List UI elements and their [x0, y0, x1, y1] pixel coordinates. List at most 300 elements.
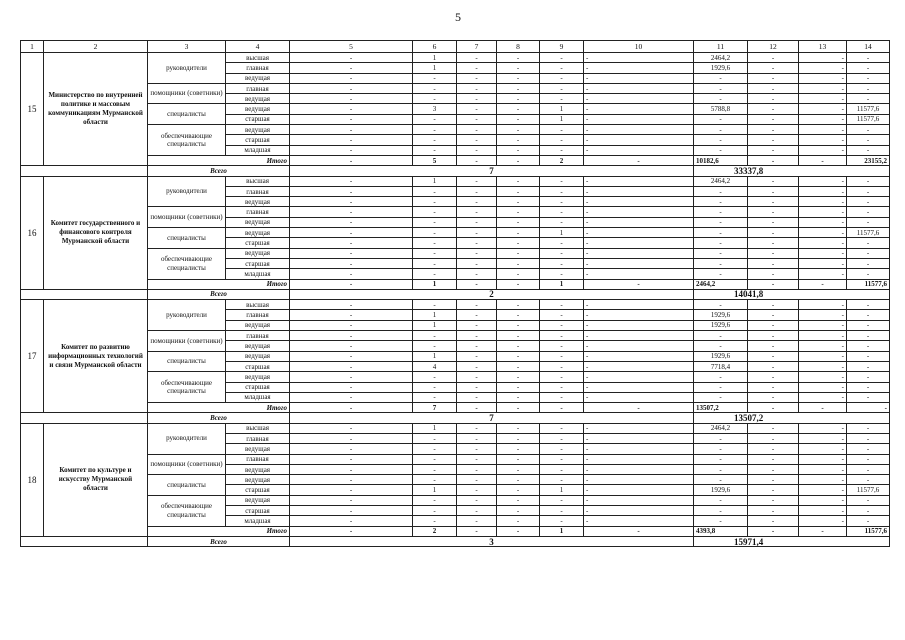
- value-cell: -: [540, 269, 584, 279]
- value-cell: -: [457, 433, 497, 443]
- itogo-value: 7: [413, 403, 457, 413]
- value-cell: -: [847, 392, 890, 402]
- value-cell: 11577,6: [847, 228, 890, 238]
- value-cell: -: [290, 320, 413, 330]
- value-cell: -: [540, 238, 584, 248]
- table-row: [21, 331, 890, 341]
- org-number: 16: [21, 176, 44, 289]
- value-cell: -: [799, 125, 847, 135]
- header-cell: 11: [694, 41, 748, 53]
- value-cell: -: [497, 464, 540, 474]
- value-cell: -: [584, 495, 694, 505]
- value-cell: -: [847, 63, 890, 73]
- value-cell: -: [413, 197, 457, 207]
- header-cell: 3: [148, 41, 226, 53]
- vsego-spacer: [21, 413, 148, 423]
- value-cell: -: [799, 83, 847, 93]
- value-cell: 1: [413, 310, 457, 320]
- value-cell: 1929,6: [694, 310, 748, 320]
- value-cell: -: [457, 444, 497, 454]
- value-cell: -: [748, 135, 799, 145]
- value-cell: -: [748, 423, 799, 433]
- value-cell: -: [290, 238, 413, 248]
- value-cell: -: [694, 331, 748, 341]
- itogo-value: -: [540, 403, 584, 413]
- grade-cell: высшая: [226, 423, 290, 433]
- value-cell: -: [290, 464, 413, 474]
- grade-cell: ведущая: [226, 464, 290, 474]
- category-cell: специалисты: [148, 228, 226, 249]
- value-cell: -: [748, 464, 799, 474]
- value-cell: -: [584, 516, 694, 526]
- value-cell: -: [799, 217, 847, 227]
- value-cell: -: [497, 176, 540, 186]
- itogo-value: -: [497, 155, 540, 165]
- value-cell: -: [540, 248, 584, 258]
- value-cell: -: [847, 454, 890, 464]
- value-cell: -: [584, 207, 694, 217]
- value-cell: -: [847, 125, 890, 135]
- value-cell: -: [290, 176, 413, 186]
- value-cell: -: [847, 238, 890, 248]
- value-cell: -: [799, 176, 847, 186]
- value-cell: -: [497, 104, 540, 114]
- value-cell: -: [290, 228, 413, 238]
- header-cell: 9: [540, 41, 584, 53]
- value-cell: -: [290, 186, 413, 196]
- value-cell: -: [748, 228, 799, 238]
- itogo-label: Итого: [148, 403, 290, 413]
- value-cell: -: [540, 372, 584, 382]
- category-cell: руководители: [148, 176, 226, 207]
- value-cell: -: [584, 320, 694, 330]
- itogo-value: 11577,6: [847, 526, 890, 536]
- value-cell: -: [748, 361, 799, 371]
- value-cell: 1: [413, 351, 457, 361]
- value-cell: -: [694, 186, 748, 196]
- grade-cell: ведущая: [226, 341, 290, 351]
- value-cell: 4: [413, 361, 457, 371]
- value-cell: -: [694, 217, 748, 227]
- grade-cell: ведущая: [226, 495, 290, 505]
- vsego-row: [21, 413, 890, 423]
- value-cell: -: [413, 207, 457, 217]
- value-cell: -: [799, 341, 847, 351]
- value-cell: -: [694, 475, 748, 485]
- value-cell: -: [540, 341, 584, 351]
- value-cell: -: [584, 361, 694, 371]
- value-cell: -: [694, 454, 748, 464]
- value-cell: -: [290, 269, 413, 279]
- value-cell: -: [748, 94, 799, 104]
- value-cell: 2464,2: [694, 423, 748, 433]
- value-cell: -: [413, 516, 457, 526]
- itogo-value: 13507,2: [694, 403, 748, 413]
- value-cell: -: [457, 361, 497, 371]
- vsego-sum: 13507,2: [694, 413, 890, 423]
- value-cell: -: [413, 73, 457, 83]
- value-cell: -: [748, 351, 799, 361]
- value-cell: -: [584, 433, 694, 443]
- value-cell: -: [799, 506, 847, 516]
- value-cell: -: [457, 207, 497, 217]
- value-cell: -: [457, 83, 497, 93]
- value-cell: -: [497, 53, 540, 63]
- value-cell: -: [457, 104, 497, 114]
- value-cell: -: [497, 217, 540, 227]
- value-cell: 1: [540, 114, 584, 124]
- value-cell: -: [290, 258, 413, 268]
- value-cell: -: [497, 114, 540, 124]
- itogo-value: -: [584, 279, 694, 289]
- value-cell: -: [290, 444, 413, 454]
- value-cell: 3: [413, 104, 457, 114]
- value-cell: -: [290, 53, 413, 63]
- value-cell: -: [540, 258, 584, 268]
- vsego-label: Всего: [148, 289, 290, 299]
- vsego-sum: 33337,8: [694, 166, 890, 176]
- grade-cell: младшая: [226, 269, 290, 279]
- value-cell: -: [694, 506, 748, 516]
- grade-cell: старшая: [226, 238, 290, 248]
- itogo-value: 1: [413, 279, 457, 289]
- value-cell: 1929,6: [694, 63, 748, 73]
- value-cell: -: [290, 454, 413, 464]
- value-cell: -: [413, 444, 457, 454]
- grade-cell: младшая: [226, 516, 290, 526]
- header-cell: 4: [226, 41, 290, 53]
- itogo-value: 1: [540, 279, 584, 289]
- value-cell: -: [497, 361, 540, 371]
- grade-cell: старшая: [226, 485, 290, 495]
- value-cell: -: [694, 94, 748, 104]
- value-cell: -: [748, 53, 799, 63]
- value-cell: -: [290, 197, 413, 207]
- value-cell: -: [799, 361, 847, 371]
- value-cell: -: [748, 372, 799, 382]
- page-number: 5: [455, 10, 461, 24]
- value-cell: -: [413, 269, 457, 279]
- value-cell: -: [748, 258, 799, 268]
- value-cell: -: [584, 475, 694, 485]
- value-cell: -: [540, 331, 584, 341]
- vsego-sum: 14041,8: [694, 289, 890, 299]
- value-cell: -: [799, 94, 847, 104]
- value-cell: -: [694, 258, 748, 268]
- value-cell: -: [847, 433, 890, 443]
- value-cell: -: [748, 300, 799, 310]
- value-cell: -: [540, 197, 584, 207]
- value-cell: -: [540, 73, 584, 83]
- itogo-value: -: [799, 526, 847, 536]
- value-cell: -: [290, 125, 413, 135]
- category-cell: специалисты: [148, 475, 226, 496]
- value-cell: -: [290, 135, 413, 145]
- itogo-value: -: [457, 155, 497, 165]
- itogo-value: -: [457, 403, 497, 413]
- value-cell: -: [457, 300, 497, 310]
- value-cell: -: [457, 506, 497, 516]
- value-cell: -: [584, 217, 694, 227]
- value-cell: -: [847, 495, 890, 505]
- itogo-value: 23155,2: [847, 155, 890, 165]
- grade-cell: главная: [226, 83, 290, 93]
- value-cell: -: [694, 83, 748, 93]
- value-cell: -: [694, 114, 748, 124]
- value-cell: -: [748, 392, 799, 402]
- value-cell: -: [584, 73, 694, 83]
- value-cell: 1: [413, 423, 457, 433]
- value-cell: 2464,2: [694, 53, 748, 63]
- value-cell: -: [847, 248, 890, 258]
- value-cell: -: [540, 506, 584, 516]
- itogo-value: -: [584, 526, 694, 536]
- value-cell: -: [497, 475, 540, 485]
- value-cell: -: [694, 341, 748, 351]
- header-cell: 2: [44, 41, 148, 53]
- table-row: [21, 351, 890, 361]
- value-cell: -: [457, 238, 497, 248]
- value-cell: -: [847, 444, 890, 454]
- value-cell: -: [413, 135, 457, 145]
- value-cell: -: [290, 485, 413, 495]
- value-cell: -: [497, 372, 540, 382]
- value-cell: -: [457, 73, 497, 83]
- vsego-row: [21, 289, 890, 299]
- value-cell: -: [748, 114, 799, 124]
- value-cell: -: [457, 53, 497, 63]
- value-cell: 2464,2: [694, 176, 748, 186]
- table-row: [21, 207, 890, 217]
- value-cell: -: [290, 475, 413, 485]
- value-cell: 1: [413, 176, 457, 186]
- value-cell: -: [540, 392, 584, 402]
- value-cell: -: [290, 331, 413, 341]
- value-cell: -: [497, 506, 540, 516]
- category-cell: руководители: [148, 423, 226, 454]
- header-cell: 7: [457, 41, 497, 53]
- value-cell: -: [497, 433, 540, 443]
- value-cell: -: [497, 125, 540, 135]
- value-cell: -: [540, 464, 584, 474]
- org-name: Комитет государственного и финансового контроля Мурманской области: [44, 176, 148, 289]
- itogo-value: -: [799, 155, 847, 165]
- value-cell: -: [457, 351, 497, 361]
- value-cell: -: [457, 248, 497, 258]
- value-cell: -: [497, 73, 540, 83]
- value-cell: -: [290, 341, 413, 351]
- itogo-value: 2: [540, 155, 584, 165]
- value-cell: -: [540, 186, 584, 196]
- table-row: [21, 248, 890, 258]
- table-row: [21, 125, 890, 135]
- table-row: [21, 104, 890, 114]
- value-cell: -: [497, 382, 540, 392]
- value-cell: -: [584, 372, 694, 382]
- value-cell: -: [290, 351, 413, 361]
- value-cell: -: [413, 392, 457, 402]
- value-cell: -: [540, 145, 584, 155]
- itogo-row: [21, 526, 890, 536]
- table-row: [21, 176, 890, 186]
- value-cell: -: [799, 63, 847, 73]
- value-cell: -: [799, 392, 847, 402]
- value-cell: -: [847, 217, 890, 227]
- value-cell: -: [694, 516, 748, 526]
- value-cell: -: [540, 475, 584, 485]
- table-row: [21, 454, 890, 464]
- value-cell: -: [799, 433, 847, 443]
- grade-cell: ведущая: [226, 125, 290, 135]
- table-row: [21, 475, 890, 485]
- value-cell: -: [584, 125, 694, 135]
- grade-cell: ведущая: [226, 475, 290, 485]
- value-cell: -: [799, 53, 847, 63]
- value-cell: -: [847, 94, 890, 104]
- value-cell: -: [413, 300, 457, 310]
- value-cell: -: [413, 258, 457, 268]
- itogo-value: -: [799, 279, 847, 289]
- value-cell: -: [799, 135, 847, 145]
- value-cell: -: [497, 269, 540, 279]
- grade-cell: высшая: [226, 300, 290, 310]
- value-cell: -: [694, 392, 748, 402]
- staffing-table: [20, 40, 890, 547]
- vsego-row: [21, 166, 890, 176]
- itogo-value: -: [290, 403, 413, 413]
- value-cell: -: [694, 269, 748, 279]
- value-cell: -: [847, 300, 890, 310]
- grade-cell: главная: [226, 186, 290, 196]
- value-cell: -: [497, 495, 540, 505]
- category-cell: обеспечивающие специалисты: [148, 495, 226, 526]
- value-cell: -: [748, 197, 799, 207]
- value-cell: -: [694, 372, 748, 382]
- value-cell: -: [799, 269, 847, 279]
- value-cell: -: [497, 186, 540, 196]
- value-cell: -: [694, 300, 748, 310]
- itogo-value: 5: [413, 155, 457, 165]
- value-cell: -: [748, 176, 799, 186]
- grade-cell: старшая: [226, 506, 290, 516]
- itogo-value: -: [290, 155, 413, 165]
- value-cell: -: [748, 310, 799, 320]
- value-cell: -: [413, 495, 457, 505]
- value-cell: 1: [540, 228, 584, 238]
- value-cell: -: [799, 186, 847, 196]
- value-cell: -: [413, 228, 457, 238]
- value-cell: -: [847, 341, 890, 351]
- value-cell: -: [497, 94, 540, 104]
- value-cell: -: [847, 516, 890, 526]
- value-cell: -: [290, 382, 413, 392]
- value-cell: -: [497, 320, 540, 330]
- value-cell: -: [799, 310, 847, 320]
- value-cell: -: [748, 238, 799, 248]
- value-cell: 1: [413, 53, 457, 63]
- value-cell: -: [540, 207, 584, 217]
- value-cell: -: [497, 300, 540, 310]
- value-cell: -: [584, 186, 694, 196]
- value-cell: -: [457, 392, 497, 402]
- value-cell: -: [497, 238, 540, 248]
- grade-cell: ведущая: [226, 320, 290, 330]
- value-cell: -: [457, 217, 497, 227]
- value-cell: -: [847, 145, 890, 155]
- value-cell: -: [457, 63, 497, 73]
- org-name: Комитет по развитию информационных технологий и связи Мурманской области: [44, 300, 148, 413]
- table-row: [21, 228, 890, 238]
- value-cell: -: [799, 331, 847, 341]
- value-cell: -: [413, 248, 457, 258]
- header-cell: 13: [799, 41, 847, 53]
- value-cell: 1: [413, 63, 457, 73]
- value-cell: -: [290, 73, 413, 83]
- grade-cell: ведущая: [226, 94, 290, 104]
- category-cell: руководители: [148, 300, 226, 331]
- value-cell: 11577,6: [847, 104, 890, 114]
- value-cell: -: [457, 228, 497, 238]
- value-cell: -: [540, 351, 584, 361]
- table-row: [21, 53, 890, 63]
- value-cell: -: [457, 135, 497, 145]
- value-cell: -: [290, 248, 413, 258]
- value-cell: -: [457, 382, 497, 392]
- value-cell: -: [290, 83, 413, 93]
- itogo-value: -: [290, 279, 413, 289]
- value-cell: -: [584, 310, 694, 320]
- value-cell: -: [457, 331, 497, 341]
- value-cell: -: [497, 392, 540, 402]
- vsego-sum: 15971,4: [694, 536, 890, 546]
- value-cell: -: [290, 372, 413, 382]
- value-cell: -: [748, 331, 799, 341]
- value-cell: -: [799, 228, 847, 238]
- value-cell: -: [584, 176, 694, 186]
- value-cell: 1: [413, 320, 457, 330]
- value-cell: -: [694, 433, 748, 443]
- value-cell: -: [457, 454, 497, 464]
- value-cell: -: [799, 104, 847, 114]
- value-cell: -: [748, 125, 799, 135]
- value-cell: -: [748, 248, 799, 258]
- category-cell: обеспечивающие специалисты: [148, 248, 226, 279]
- value-cell: -: [584, 351, 694, 361]
- value-cell: -: [694, 125, 748, 135]
- grade-cell: старшая: [226, 361, 290, 371]
- value-cell: -: [799, 516, 847, 526]
- value-cell: -: [540, 433, 584, 443]
- value-cell: -: [540, 310, 584, 320]
- itogo-row: [21, 279, 890, 289]
- value-cell: -: [413, 454, 457, 464]
- value-cell: -: [497, 454, 540, 464]
- value-cell: -: [290, 217, 413, 227]
- category-cell: обеспечивающие специалисты: [148, 372, 226, 403]
- value-cell: -: [584, 53, 694, 63]
- value-cell: -: [290, 310, 413, 320]
- value-cell: -: [847, 475, 890, 485]
- value-cell: -: [799, 454, 847, 464]
- value-cell: -: [584, 444, 694, 454]
- value-cell: -: [290, 495, 413, 505]
- value-cell: -: [540, 94, 584, 104]
- grade-cell: высшая: [226, 53, 290, 63]
- org-number: 17: [21, 300, 44, 413]
- itogo-label: Итого: [148, 155, 290, 165]
- value-cell: -: [694, 248, 748, 258]
- itogo-value: -: [748, 403, 799, 413]
